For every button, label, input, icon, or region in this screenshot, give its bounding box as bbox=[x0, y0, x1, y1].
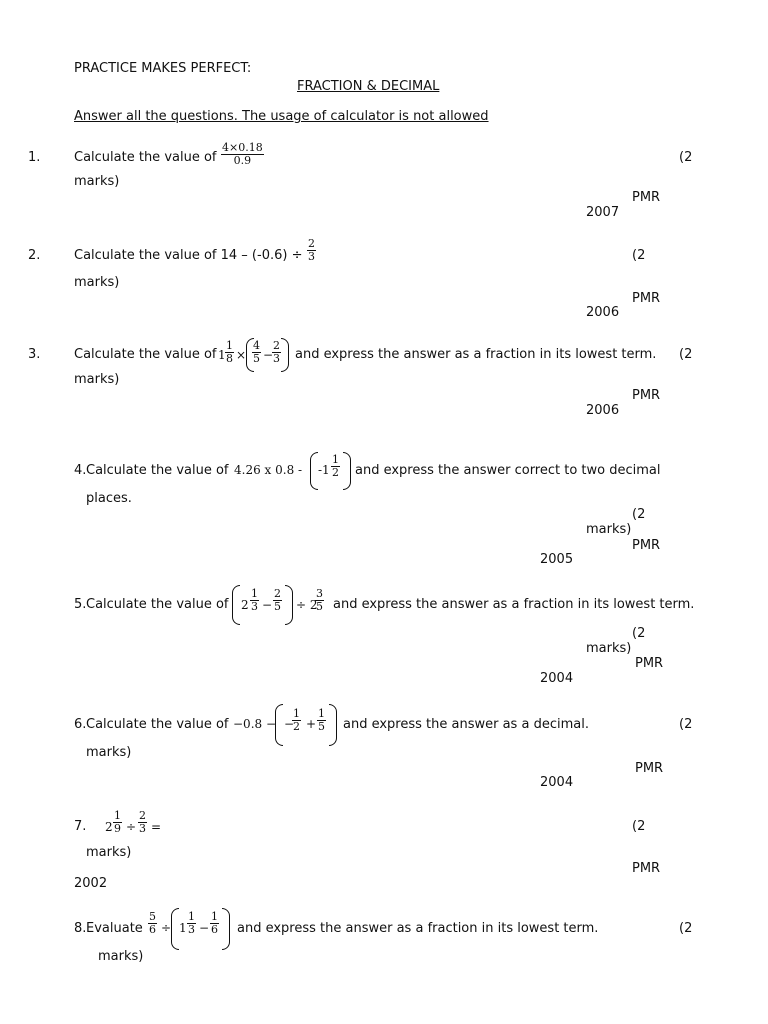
exam-year: 2004 bbox=[540, 775, 574, 790]
close-paren bbox=[343, 452, 351, 490]
question-text: Calculate the value of bbox=[74, 347, 217, 362]
marks-label: (2 bbox=[679, 717, 693, 732]
fraction: $\frac{2}{3}$ bbox=[139, 809, 146, 835]
close-paren bbox=[281, 338, 289, 372]
marks-label: (2 bbox=[632, 626, 646, 641]
question-text: Evaluate bbox=[86, 921, 143, 936]
exam-source: PMR bbox=[632, 388, 661, 403]
fraction: $\frac{5}{6}$ bbox=[149, 910, 156, 936]
marks-label-cont: marks) bbox=[86, 845, 132, 860]
question-tail-cont: places. bbox=[86, 491, 132, 506]
worksheet-title: PRACTICE MAKES PERFECT: bbox=[74, 61, 252, 76]
fraction: $\frac{2}{3}$ bbox=[308, 237, 315, 263]
marks-label-cont: marks) bbox=[74, 275, 120, 290]
minus-symbol: − bbox=[199, 921, 210, 935]
marks-label: (2 bbox=[632, 819, 646, 834]
mixed-whole: 2 bbox=[241, 598, 249, 612]
question-text: Calculate the value of bbox=[86, 597, 229, 612]
fraction: $\frac{1}{6}$ bbox=[211, 910, 218, 936]
question-text: Calculate the value of 14 – (-0.6) ÷ bbox=[74, 248, 303, 263]
close-paren bbox=[222, 908, 230, 950]
fraction: $\frac{1}{2}$ bbox=[293, 707, 300, 733]
minus-symbol: − bbox=[284, 717, 295, 731]
exam-source: PMR bbox=[632, 291, 661, 306]
divide-symbol: ÷ bbox=[126, 820, 137, 834]
fraction: $\frac{3}{5}$ bbox=[316, 587, 323, 613]
instructions: Answer all the questions. The usage of calculator is not allowed bbox=[74, 109, 489, 124]
exam-source: PMR bbox=[635, 761, 664, 776]
worksheet-subtitle: FRACTION & DECIMAL bbox=[297, 79, 440, 94]
exam-source: PMR bbox=[632, 861, 661, 876]
marks-label-cont: marks) bbox=[586, 641, 632, 656]
fraction: $\frac{2}{3}$ bbox=[273, 339, 280, 365]
open-paren bbox=[232, 585, 240, 625]
question-number: 2. bbox=[28, 248, 41, 263]
fraction: $\frac{1}{5}$ bbox=[318, 707, 325, 733]
plus-symbol: + bbox=[306, 717, 317, 731]
exam-year: 2006 bbox=[586, 305, 620, 320]
close-paren bbox=[285, 585, 293, 625]
fraction: $\frac{1}{2}$ bbox=[332, 453, 339, 479]
question-number: 1. bbox=[28, 150, 41, 165]
expression: 4.26 x 0.8 - bbox=[234, 463, 303, 477]
whole-number: 1 bbox=[218, 348, 226, 362]
exam-source: PMR bbox=[632, 190, 661, 205]
marks-label-cont: marks) bbox=[586, 522, 632, 537]
marks-label-cont: marks) bbox=[98, 949, 144, 964]
marks-label: (2 bbox=[679, 921, 693, 936]
exam-year: 2005 bbox=[540, 552, 574, 567]
open-paren bbox=[275, 704, 283, 746]
question-number: 8. bbox=[74, 921, 87, 936]
question-tail: and express the answer as a fraction in its lowest term. bbox=[237, 921, 599, 936]
equals-symbol: = bbox=[151, 820, 162, 834]
mixed-whole: 2 bbox=[105, 820, 113, 834]
fraction: $\frac{2}{5}$ bbox=[274, 587, 281, 613]
question-text: Calculate the value of bbox=[86, 463, 229, 478]
minus-symbol: − bbox=[262, 598, 273, 612]
divide-symbol: ÷ 2 bbox=[296, 598, 318, 612]
exam-year: 2004 bbox=[540, 671, 574, 686]
question-number: 5. bbox=[74, 597, 87, 612]
question-tail: and express the answer as a decimal. bbox=[343, 717, 589, 732]
mixed-whole: 1 bbox=[179, 921, 187, 935]
exam-year: 2007 bbox=[586, 205, 620, 220]
fraction: $\frac{1}{3}$ bbox=[188, 910, 195, 936]
fraction: $\frac{1}{8}$ bbox=[226, 339, 233, 365]
marks-label-cont: marks) bbox=[74, 372, 120, 387]
question-tail: and express the answer as a fraction in its lowest term. bbox=[333, 597, 695, 612]
close-paren bbox=[329, 704, 337, 746]
marks-label: (2 bbox=[679, 347, 693, 362]
exam-source: PMR bbox=[635, 656, 664, 671]
minus-symbol: − bbox=[263, 348, 274, 362]
question-number: 6. bbox=[74, 717, 87, 732]
open-paren bbox=[171, 908, 179, 950]
exam-source: PMR bbox=[632, 538, 661, 553]
expression: −0.8 − bbox=[233, 717, 277, 731]
question-tail: and express the answer as a fraction in its lowest term. bbox=[295, 347, 657, 362]
mixed-whole: -1 bbox=[318, 463, 330, 477]
fraction: $\frac{4}{5}$ bbox=[253, 339, 260, 365]
divide-symbol: ÷ bbox=[161, 921, 172, 935]
marks-label: (2 bbox=[679, 150, 693, 165]
marks-label: (2 bbox=[632, 507, 646, 522]
exam-year: 2006 bbox=[586, 403, 620, 418]
exam-year: 2002 bbox=[74, 876, 108, 891]
fraction: $\frac{1}{9}$ bbox=[114, 809, 121, 835]
question-tail: and express the answer correct to two decimal bbox=[355, 463, 661, 478]
open-paren bbox=[310, 452, 318, 490]
question-number: 3. bbox=[28, 347, 41, 362]
fraction: $\frac{1}{3}$ bbox=[251, 587, 258, 613]
question-text: Calculate the value of bbox=[86, 717, 229, 732]
marks-label: (2 bbox=[632, 248, 646, 263]
question-number: 7. bbox=[74, 819, 87, 834]
question-text: Calculate the value of bbox=[74, 150, 217, 165]
question-number: 4. bbox=[74, 463, 87, 478]
times-symbol: × bbox=[236, 348, 247, 362]
marks-label-cont: marks) bbox=[86, 745, 132, 760]
marks-label-cont: marks) bbox=[74, 174, 120, 189]
fraction: $\frac{4\times 0.18}{0.9}$ bbox=[222, 141, 263, 167]
